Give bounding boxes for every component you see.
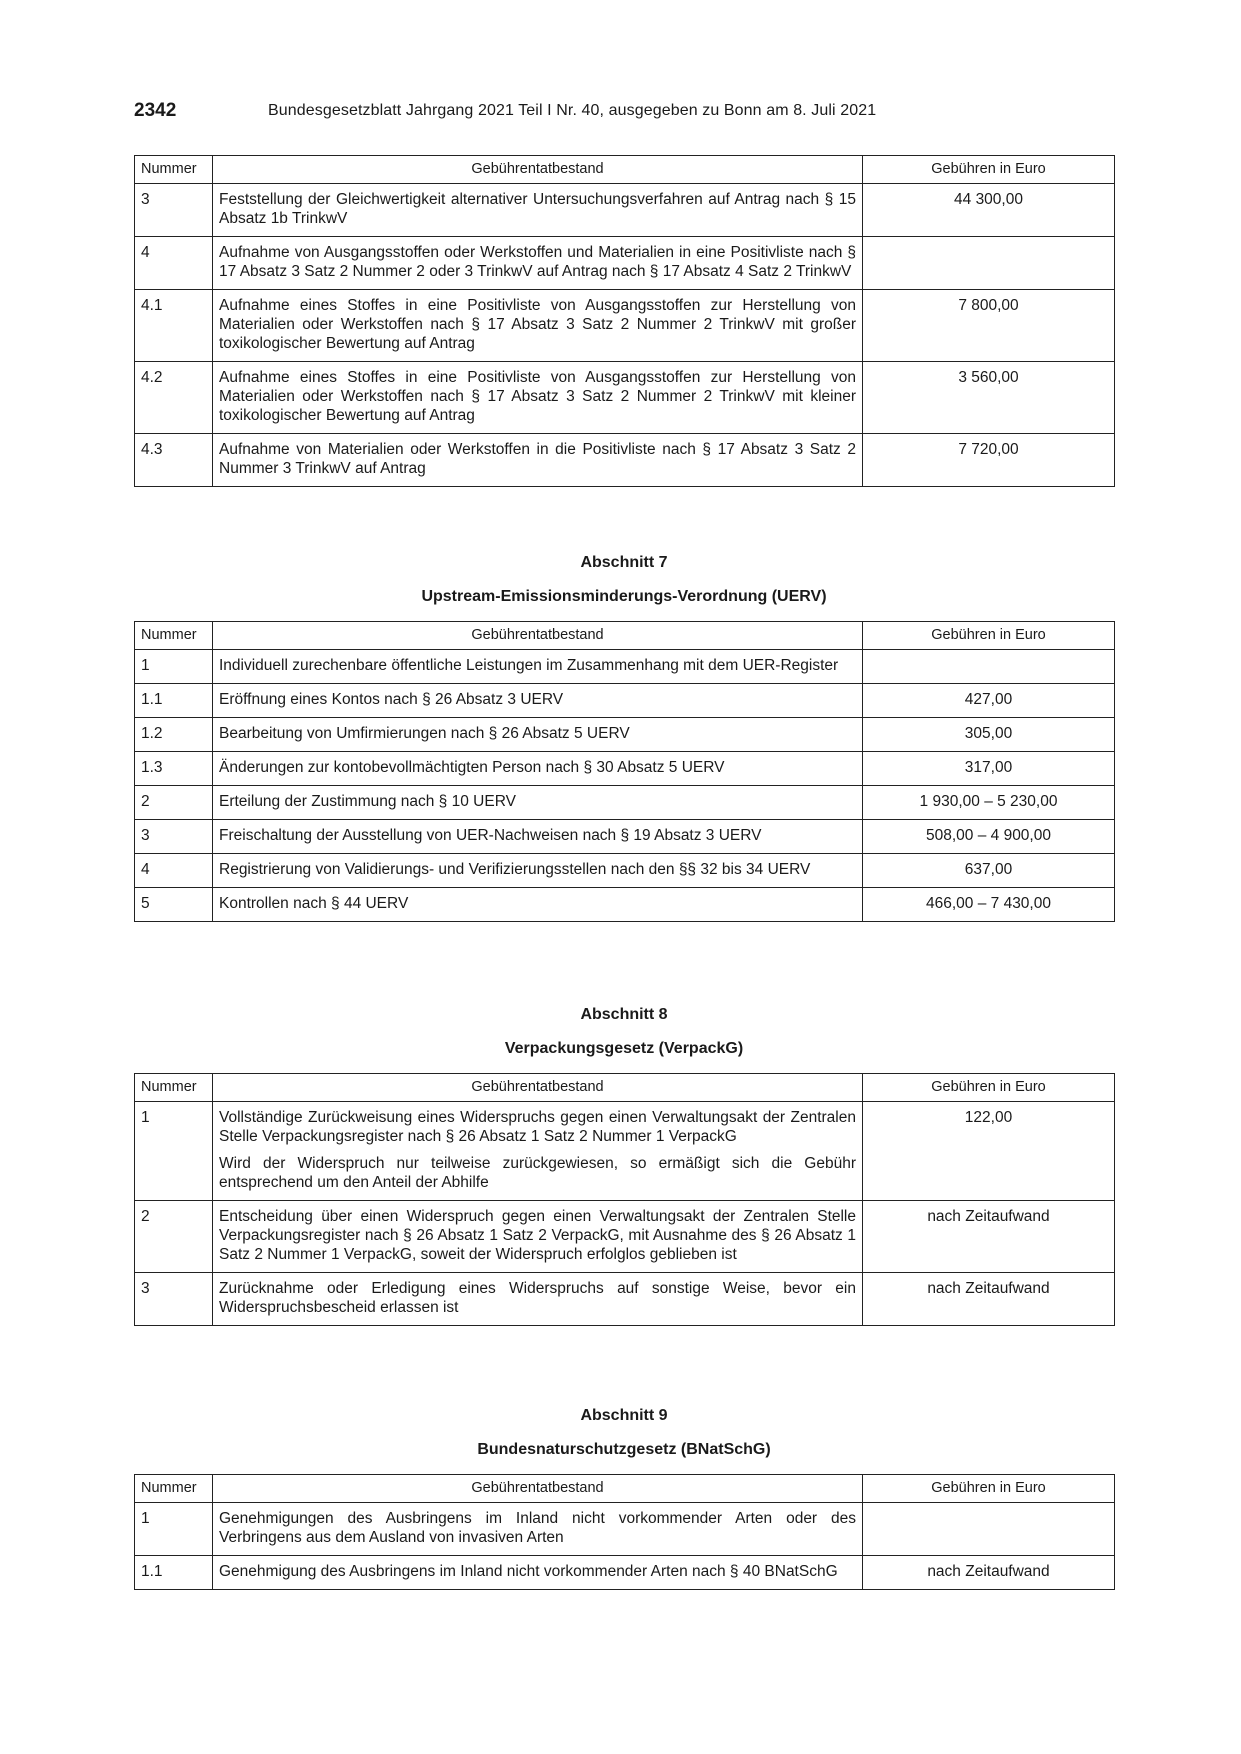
section-heading xyxy=(134,553,1114,607)
publication-line: Bundesgesetzblatt Jahrgang 2021 Teil I Nr. 40, ausgegeben zu Bonn am 8. Juli 2021 xyxy=(268,102,877,119)
row-description xyxy=(213,1273,863,1326)
row-fee: nach Zeitaufwand xyxy=(863,1556,1115,1590)
row-fee: 1 930,00 – 5 230,00 xyxy=(863,786,1115,820)
description-paragraph: Eröffnung eines Kontos nach § 26 Absatz 3 UERV xyxy=(219,691,564,708)
row-number: 4 xyxy=(135,854,213,888)
column-header-nummer: Nummer xyxy=(135,1074,213,1102)
row-number: 4 xyxy=(135,237,213,290)
table-row xyxy=(135,290,1115,362)
row-number: 1 xyxy=(135,1503,213,1556)
table-header-row xyxy=(135,1475,1115,1503)
row-number: 4.2 xyxy=(135,362,213,434)
description-paragraph: Individuell zurechenbare öffentliche Leistungen im Zusammenhang mit dem UER-Register xyxy=(219,657,839,674)
column-header-gebuehrentatbestand: Gebührentatbestand xyxy=(213,156,863,184)
row-description xyxy=(213,1201,863,1273)
section-table-block xyxy=(134,155,1114,487)
row-fee: 637,00 xyxy=(863,854,1115,888)
description-paragraph: Genehmigungen des Ausbringens im Inland nicht vorkommender Arten oder des Verbringens aus dem Ausland von invasiven Arten xyxy=(219,1510,856,1546)
row-fee: 3 560,00 xyxy=(863,362,1115,434)
description-paragraph: Vollständige Zurückweisung eines Widerspruchs gegen einen Verwaltungsakt der Zentralen Stelle Verpackungsregister nach § 26 Absatz 1 Satz 2 Nummer 1 VerpackG xyxy=(219,1109,856,1145)
fee-table xyxy=(134,1073,1115,1326)
row-fee xyxy=(863,650,1115,684)
fee-table xyxy=(134,621,1115,922)
row-number: 1.1 xyxy=(135,684,213,718)
row-fee: 7 720,00 xyxy=(863,434,1115,487)
row-number: 3 xyxy=(135,184,213,237)
section-label: Abschnitt 8 xyxy=(580,1006,668,1023)
section-heading xyxy=(134,1005,1114,1059)
row-fee: 317,00 xyxy=(863,752,1115,786)
row-fee xyxy=(863,1503,1115,1556)
section-title: Verpackungsgesetz (VerpackG) xyxy=(504,1040,744,1057)
row-description xyxy=(213,888,863,922)
column-header-gebuehrentatbestand: Gebührentatbestand xyxy=(213,1074,863,1102)
row-description xyxy=(213,820,863,854)
table-row xyxy=(135,820,1115,854)
row-number: 1.3 xyxy=(135,752,213,786)
row-description xyxy=(213,362,863,434)
row-number: 3 xyxy=(135,1273,213,1326)
column-header-gebuehren: Gebühren in Euro xyxy=(863,1475,1115,1503)
row-description xyxy=(213,1102,863,1201)
description-paragraph: Aufnahme eines Stoffes in eine Positivliste von Ausgangsstoffen zur Herstellung von Materialien oder Werkstoffen nach § 17 Absatz 3 Satz 2 Nummer 2 TrinkwV mit kleiner toxikologischer Bewertung auf Antrag xyxy=(219,369,856,424)
section-abschnitt-7 xyxy=(134,553,1114,922)
description-paragraph: Erteilung der Zustimmung nach § 10 UERV xyxy=(219,793,516,810)
row-description xyxy=(213,718,863,752)
row-number: 4.3 xyxy=(135,434,213,487)
row-fee: 122,00 xyxy=(863,1102,1115,1201)
table-row xyxy=(135,854,1115,888)
section-title: Upstream-Emissionsminderungs-Verordnung (UERV) xyxy=(421,588,827,605)
description-paragraph: Kontrollen nach § 44 UERV xyxy=(219,895,409,912)
description-paragraph: Entscheidung über einen Widerspruch gegen einen Verwaltungsakt der Zentralen Stelle Verpackungsregister nach § 26 Absatz 1 Satz 2 VerpackG, mit Ausnahme des § 26 Absatz 1 Satz 2 Nummer 1 VerpackG, soweit der Widerspruch erfolglos geblieben ist xyxy=(219,1208,856,1263)
description-paragraph: Bearbeitung von Umfirmierungen nach § 26 Absatz 5 UERV xyxy=(219,725,630,742)
column-header-gebuehrentatbestand: Gebührentatbestand xyxy=(213,622,863,650)
row-description xyxy=(213,854,863,888)
column-header-gebuehren: Gebühren in Euro xyxy=(863,622,1115,650)
description-paragraph: Genehmigung des Ausbringens im Inland nicht vorkommender Arten nach § 40 BNatSchG xyxy=(219,1563,838,1580)
section-abschnitt-9 xyxy=(134,1406,1114,1590)
row-description xyxy=(213,684,863,718)
table-row xyxy=(135,888,1115,922)
description-paragraph: Aufnahme von Ausgangsstoffen oder Werkstoffen und Materialien in eine Positivliste nach § 17 Absatz 3 Satz 2 Nummer 2 oder 3 TrinkwV auf Antrag nach § 17 Absatz 4 Satz 2 TrinkwV xyxy=(219,244,856,280)
table-row xyxy=(135,1503,1115,1556)
fee-table xyxy=(134,1474,1115,1590)
column-header-nummer: Nummer xyxy=(135,622,213,650)
table-row xyxy=(135,1201,1115,1273)
row-fee: 305,00 xyxy=(863,718,1115,752)
row-fee: 466,00 – 7 430,00 xyxy=(863,888,1115,922)
row-number: 1.1 xyxy=(135,1556,213,1590)
table-row xyxy=(135,1273,1115,1326)
row-fee: 44 300,00 xyxy=(863,184,1115,237)
page-header xyxy=(134,100,1114,128)
row-number: 2 xyxy=(135,786,213,820)
table-row xyxy=(135,1556,1115,1590)
table-row xyxy=(135,684,1115,718)
description-paragraph: Aufnahme von Materialien oder Werkstoffen in die Positivliste nach § 17 Absatz 3 Satz 2 Nummer 3 TrinkwV auf Antrag xyxy=(219,441,856,477)
section-label: Abschnitt 9 xyxy=(580,1407,668,1424)
row-fee: 427,00 xyxy=(863,684,1115,718)
row-description xyxy=(213,434,863,487)
row-number: 1.2 xyxy=(135,718,213,752)
fee-table xyxy=(134,155,1115,487)
column-header-gebuehren: Gebühren in Euro xyxy=(863,1074,1115,1102)
column-header-nummer: Nummer xyxy=(135,1475,213,1503)
row-number: 4.1 xyxy=(135,290,213,362)
row-fee: 508,00 – 4 900,00 xyxy=(863,820,1115,854)
table-row xyxy=(135,362,1115,434)
row-description xyxy=(213,650,863,684)
row-number: 2 xyxy=(135,1201,213,1273)
table-header-row xyxy=(135,622,1115,650)
row-number: 1 xyxy=(135,650,213,684)
row-fee: 7 800,00 xyxy=(863,290,1115,362)
table-row xyxy=(135,752,1115,786)
column-header-nummer: Nummer xyxy=(135,156,213,184)
row-description xyxy=(213,237,863,290)
row-description xyxy=(213,290,863,362)
row-number: 1 xyxy=(135,1102,213,1201)
description-paragraph: Feststellung der Gleichwertigkeit alternativer Untersuchungsverfahren auf Antrag nach § 15 Absatz 1b TrinkwV xyxy=(219,191,856,227)
row-description xyxy=(213,786,863,820)
table-header-row xyxy=(135,156,1115,184)
section-label: Abschnitt 7 xyxy=(580,554,668,571)
table-row xyxy=(135,184,1115,237)
description-paragraph: Freischaltung der Ausstellung von UER-Nachweisen nach § 19 Absatz 3 UERV xyxy=(219,827,762,844)
table-row xyxy=(135,237,1115,290)
description-paragraph: Aufnahme eines Stoffes in eine Positivliste von Ausgangsstoffen zur Herstellung von Materialien oder Werkstoffen nach § 17 Absatz 3 Satz 2 Nummer 2 TrinkwV mit großer toxikologischer Bewertung auf Antrag xyxy=(219,297,856,352)
table-row xyxy=(135,650,1115,684)
row-description xyxy=(213,752,863,786)
section-title: Bundesnaturschutzgesetz (BNatSchG) xyxy=(477,1441,771,1458)
table-row xyxy=(135,434,1115,487)
page-number: 2342 xyxy=(134,100,177,121)
row-fee: nach Zeitaufwand xyxy=(863,1201,1115,1273)
description-paragraph: Änderungen zur kontobevollmächtigten Person nach § 30 Absatz 5 UERV xyxy=(219,759,725,776)
row-fee xyxy=(863,237,1115,290)
description-paragraph: Zurücknahme oder Erledigung eines Widerspruchs auf sonstige Weise, bevor ein Widerspruchsbescheid erlassen ist xyxy=(219,1280,856,1316)
row-description xyxy=(213,1556,863,1590)
row-number: 5 xyxy=(135,888,213,922)
column-header-gebuehren: Gebühren in Euro xyxy=(863,156,1115,184)
section-heading xyxy=(134,1406,1114,1460)
row-number: 3 xyxy=(135,820,213,854)
table-row xyxy=(135,1102,1115,1201)
column-header-gebuehrentatbestand: Gebührentatbestand xyxy=(213,1475,863,1503)
row-fee: nach Zeitaufwand xyxy=(863,1273,1115,1326)
row-description xyxy=(213,184,863,237)
row-description xyxy=(213,1503,863,1556)
description-paragraph: Wird der Widerspruch nur teilweise zurückgewiesen, so ermäßigt sich die Gebühr entsprechend um den Anteil der Abhilfe xyxy=(219,1155,856,1191)
description-paragraph: Registrierung von Validierungs- und Verifizierungsstellen nach den §§ 32 bis 34 UERV xyxy=(219,861,811,878)
table-row xyxy=(135,718,1115,752)
table-header-row xyxy=(135,1074,1115,1102)
section-abschnitt-8 xyxy=(134,1005,1114,1326)
table-row xyxy=(135,786,1115,820)
